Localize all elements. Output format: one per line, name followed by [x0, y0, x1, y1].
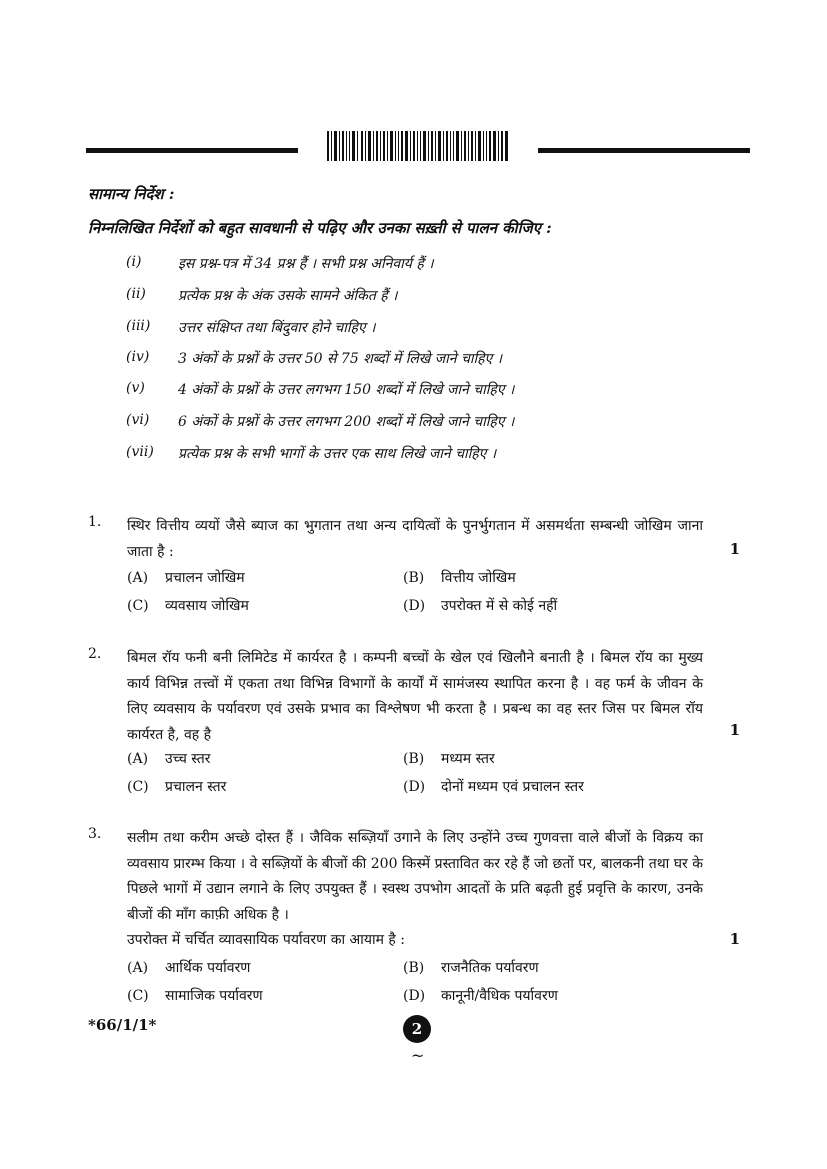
question-marks: 1	[729, 540, 740, 558]
question-subtext: उपरोक्त में चर्चित व्यावसायिक पर्यावरण का आयाम है :	[127, 932, 406, 948]
option-text: दोनों मध्यम एवं प्रचालन स्तर	[441, 779, 584, 795]
option-text: मध्यम स्तर	[441, 751, 495, 767]
instruction-text: उत्तर संक्षिप्त तथा बिंदुवार होने चाहिए ।	[178, 320, 376, 336]
instruction-text: प्रत्येक प्रश्न के अंक उसके सामने अंकित हैं ।	[178, 288, 398, 304]
instruction-text: प्रत्येक प्रश्न के सभी भागों के उत्तर एक साथ लिखे जाने चाहिए ।	[178, 446, 497, 462]
option-label: (D)	[403, 779, 426, 795]
instructions-subtitle: निम्नलिखित निर्देशों को बहुत सावधानी से पढ़िए और उनका सख़्ती से पालन कीजिए :	[88, 219, 552, 237]
page-number: 2	[403, 1015, 431, 1043]
instruction-text: 6 अंकों के प्रश्नों के उत्तर लगभग 200 शब्दों में लिखे जाने चाहिए ।	[178, 414, 515, 430]
option-label: (D)	[403, 988, 426, 1004]
option-text: राजनैतिक पर्यावरण	[441, 960, 539, 976]
instruction-number: (iii)	[126, 318, 151, 334]
instruction-number: (i)	[126, 254, 142, 270]
option-d	[403, 777, 584, 796]
instruction-text: इस प्रश्न-पत्र में 34 प्रश्न हैं । सभी प्रश्न अनिवार्य हैं ।	[178, 256, 434, 272]
option-text: प्रचालन स्तर	[165, 779, 227, 795]
option-text: वित्तीय जोखिम	[441, 570, 516, 586]
instruction-text: 4 अंकों के प्रश्नों के उत्तर लगभग 150 शब्दों में लिखे जाने चाहिए ।	[178, 382, 515, 398]
option-b	[403, 749, 495, 768]
option-a	[127, 749, 210, 768]
question-1	[88, 514, 740, 624]
option-label: (C)	[127, 779, 149, 795]
instruction-number: (iv)	[126, 349, 150, 365]
paper-code: *66/1/1*	[88, 1016, 157, 1034]
question-text: स्थिर वित्तीय व्ययों जैसे ब्याज का भुगतान तथा अन्य दायित्वों के पुनर्भुगतान में असमर्थता सम्बन्धी जोखिम जाना जाता है :	[127, 518, 703, 560]
header-rule-right	[538, 148, 750, 153]
instruction-number: (v)	[126, 380, 145, 396]
option-text: उच्च स्तर	[165, 751, 211, 767]
option-c	[127, 777, 226, 796]
option-text: उपरोक्त में से कोई नहीं	[441, 598, 558, 614]
footer-tilde: ~	[411, 1046, 425, 1065]
option-text: व्यवसाय जोखिम	[165, 598, 249, 614]
option-label: (C)	[127, 988, 149, 1004]
question-text: बिमल रॉय फनी बनी लिमिटेड में कार्यरत है । कम्पनी बच्चों के खेल एवं खिलौने बनाती है । बिमल रॉय का मुख्य कार्य विभिन्न तत्त्वों में एकता तथा विभिन्न विभागों के कार्यों में सामंजस्य स्थापित करना है । वह फर्म के जीवन के लिए व्यवसाय के पर्यावरण एवं उसके प्रभाव का विश्लेषण भी करता है । प्रबन्ध का वह स्तर जिस पर बिमल रॉय कार्यरत है, वह है	[127, 650, 703, 743]
option-text: आर्थिक पर्यावरण	[165, 960, 251, 976]
instruction-number: (vii)	[126, 444, 154, 460]
header-rule-left	[86, 148, 298, 153]
option-text: सामाजिक पर्यावरण	[165, 988, 263, 1004]
option-label: (B)	[403, 570, 425, 586]
option-label: (A)	[127, 751, 149, 767]
instruction-number: (vi)	[126, 412, 150, 428]
option-text: कानूनी/वैधिक पर्यावरण	[441, 988, 558, 1004]
option-d	[403, 986, 558, 1005]
question-number: 1.	[88, 514, 102, 530]
option-label: (C)	[127, 598, 149, 614]
option-label: (B)	[403, 960, 425, 976]
option-c	[127, 986, 263, 1005]
question-2	[88, 646, 740, 806]
instructions-title: सामान्य निर्देश :	[88, 185, 175, 203]
option-label: (B)	[403, 751, 425, 767]
barcode	[327, 131, 508, 161]
question-text: सलीम तथा करीम अच्छे दोस्त हैं । जैविक सब्ज़ियाँ उगाने के लिए उन्होंने उच्च गुणवत्ता वाले बीजों के विक्रय का व्यवसाय प्रारम्भ किया । वे सब्ज़ियों के बीजों की 200 किस्में प्रस्तावित कर रहे हैं जो छतों पर, बालकनी तथा घर के पिछले भागों में उद्यान लगाने के लिए उपयुक्त हैं । स्वस्थ उपभोग आदतों के प्रति बढ़ती हुई प्रवृत्ति के कारण, उनके बीजों की माँग काफ़ी अधिक है ।	[127, 830, 703, 923]
instruction-text: 3 अंकों के प्रश्नों के उत्तर 50 से 75 शब्दों में लिखे जाने चाहिए ।	[178, 351, 503, 367]
option-label: (A)	[127, 960, 149, 976]
option-a	[127, 958, 250, 977]
question-marks: 1	[729, 721, 740, 739]
option-d	[403, 596, 557, 615]
option-b	[403, 958, 539, 977]
option-a	[127, 568, 245, 587]
option-b	[403, 568, 516, 587]
option-c	[127, 596, 249, 615]
option-label: (A)	[127, 570, 149, 586]
question-3	[88, 826, 740, 1016]
option-text: प्रचालन जोखिम	[165, 570, 245, 586]
instruction-number: (ii)	[126, 286, 146, 302]
question-marks: 1	[729, 930, 740, 948]
question-number: 3.	[88, 826, 102, 842]
question-number: 2.	[88, 646, 102, 662]
option-label: (D)	[403, 598, 426, 614]
